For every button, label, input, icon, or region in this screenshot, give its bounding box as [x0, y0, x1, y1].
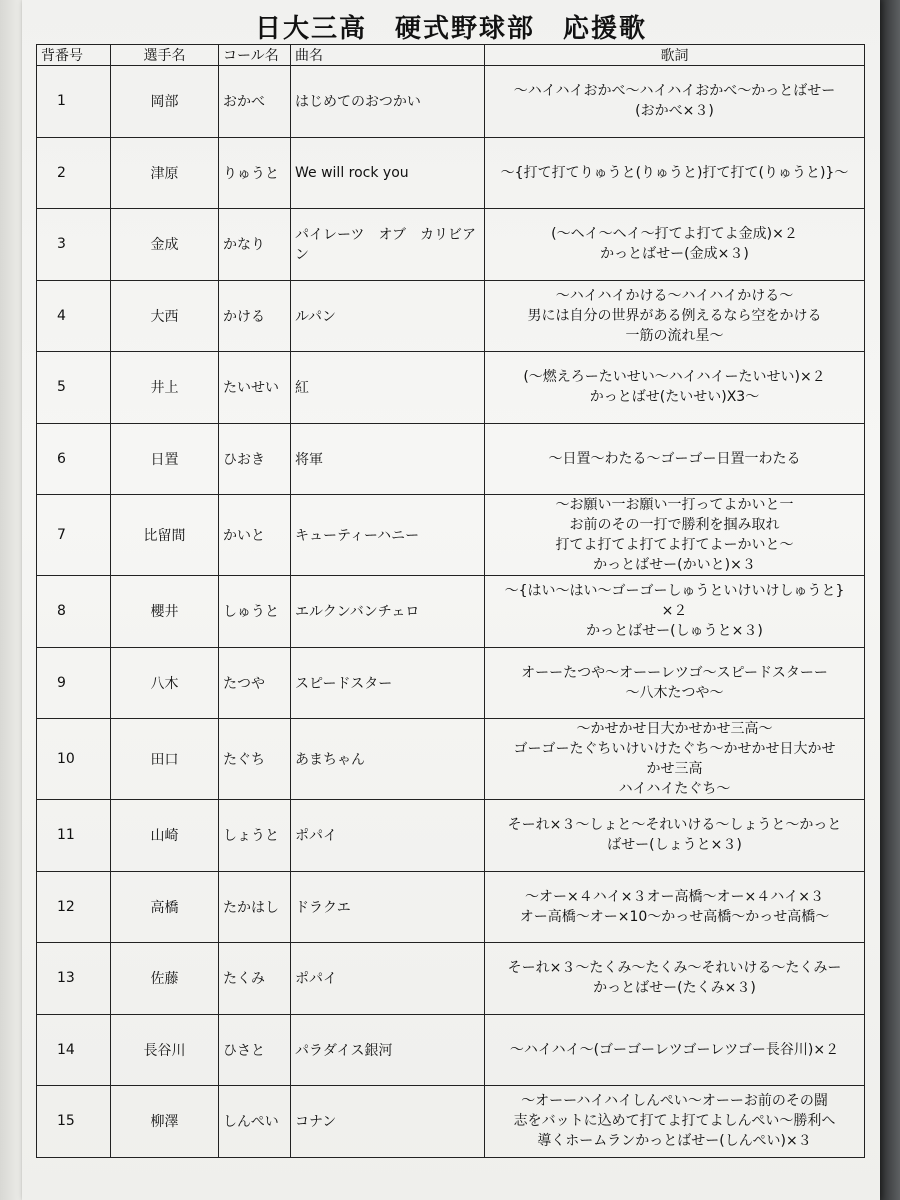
song-title: We will rock you — [291, 137, 485, 209]
player-name: 金成 — [111, 209, 219, 281]
page-title: 日大三高 硬式野球部 応援歌 — [254, 14, 647, 44]
player-name: 田口 — [111, 719, 219, 800]
table-row — [37, 495, 865, 576]
table-row — [37, 871, 865, 943]
call-name: ひおき — [219, 423, 291, 495]
player-number: 14 — [37, 1014, 111, 1086]
song-title: 将軍 — [291, 423, 485, 495]
player-name: 比留間 — [111, 495, 219, 576]
table-row — [37, 209, 865, 281]
table-row — [37, 1086, 865, 1158]
table-row — [37, 800, 865, 872]
call-name: しょうと — [219, 800, 291, 872]
player-number: 5 — [37, 352, 111, 424]
cheer-lyrics: ～お願い一お願い一打ってよかいと一 お前のその一打で勝利を掴み取れ 打てよ打てよ打てよ打てよーかいと～ かっとばせー(かいと)×３ — [485, 495, 865, 576]
header-call: コール名 — [219, 45, 291, 66]
cheer-lyrics: ～ハイハイおかべ～ハイハイおかべ～かっとばせー (おかべ×３) — [485, 66, 865, 138]
cheer-song-table — [36, 44, 865, 1158]
call-name: ひさと — [219, 1014, 291, 1086]
player-number: 1 — [37, 66, 111, 138]
player-name: 八木 — [111, 647, 219, 719]
call-name: しんぺい — [219, 1086, 291, 1158]
song-title: ドラクエ — [291, 871, 485, 943]
table-row — [37, 280, 865, 352]
call-name: たつや — [219, 647, 291, 719]
call-name: たかはし — [219, 871, 291, 943]
table-body — [37, 66, 865, 1158]
call-name: かける — [219, 280, 291, 352]
table-row — [37, 423, 865, 495]
player-name: 櫻井 — [111, 576, 219, 648]
cheer-lyrics: ～ハイハイかける～ハイハイかける～ 男には自分の世界がある例えるなら空をかける 一筋の流れ星～ — [485, 280, 865, 352]
song-title: エルクンバンチェロ — [291, 576, 485, 648]
player-number: 2 — [37, 137, 111, 209]
table-row — [37, 719, 865, 800]
header-lyrics: 歌詞 — [485, 45, 865, 66]
song-title: コナン — [291, 1086, 485, 1158]
cheer-lyrics: ～ハイハイ～(ゴーゴーレツゴーレツゴー長谷川)×２ — [485, 1014, 865, 1086]
table-header-row — [37, 45, 865, 66]
player-number: 4 — [37, 280, 111, 352]
player-name: 長谷川 — [111, 1014, 219, 1086]
desk-edge — [878, 0, 900, 1200]
player-name: 高橋 — [111, 871, 219, 943]
call-name: おかべ — [219, 66, 291, 138]
player-number: 7 — [37, 495, 111, 576]
call-name: りゅうと — [219, 137, 291, 209]
call-name: かなり — [219, 209, 291, 281]
table-row — [37, 1014, 865, 1086]
header-song: 曲名 — [291, 45, 485, 66]
document-page — [22, 0, 880, 1200]
table-row — [37, 137, 865, 209]
cheer-lyrics: そーれ×３～しょと～それいける～しょうと～かっと ばせー(しょうと×３) — [485, 800, 865, 872]
cheer-lyrics: ～オー×４ハイ×３オー高橋～オー×４ハイ×３ オー高橋～オー×10～かっせ高橋～かっせ高橋～ — [485, 871, 865, 943]
player-name: 大西 — [111, 280, 219, 352]
cheer-lyrics: そーれ×３～たくみ～たくみ～それいける～たくみー かっとばせー(たくみ×３) — [485, 943, 865, 1015]
header-player: 選手名 — [111, 45, 219, 66]
player-name: 岡部 — [111, 66, 219, 138]
cheer-lyrics: オーーたつや～オーーレツゴ～スピードスターー ～八木たつや～ — [485, 647, 865, 719]
song-title: スピードスター — [291, 647, 485, 719]
table-row — [37, 943, 865, 1015]
song-title: はじめてのおつかい — [291, 66, 485, 138]
table-row — [37, 647, 865, 719]
player-number: 12 — [37, 871, 111, 943]
player-name: 井上 — [111, 352, 219, 424]
player-name: 山崎 — [111, 800, 219, 872]
song-title: ポパイ — [291, 800, 485, 872]
player-number: 9 — [37, 647, 111, 719]
player-number: 13 — [37, 943, 111, 1015]
table-row — [37, 352, 865, 424]
call-name: かいと — [219, 495, 291, 576]
cheer-lyrics: ～{打て打てりゅうと(りゅうと)打て打て(りゅうと)}～ — [485, 137, 865, 209]
player-number: 3 — [37, 209, 111, 281]
table-row — [37, 66, 865, 138]
cheer-lyrics: ～オーーハイハイしんぺい～オーーお前のその闘 志をバットに込めて打てよ打てよしんぺい～勝利へ 導くホームランかっとばせー(しんぺい)×３ — [485, 1086, 865, 1158]
player-name: 津原 — [111, 137, 219, 209]
song-title: パラダイス銀河 — [291, 1014, 485, 1086]
call-name: たいせい — [219, 352, 291, 424]
player-number: 6 — [37, 423, 111, 495]
table-row — [37, 576, 865, 648]
song-title: キューティーハニー — [291, 495, 485, 576]
player-number: 15 — [37, 1086, 111, 1158]
cheer-lyrics: ～日置～わたる～ゴーゴー日置一わたる — [485, 423, 865, 495]
player-name: 佐藤 — [111, 943, 219, 1015]
player-name: 柳澤 — [111, 1086, 219, 1158]
player-name: 日置 — [111, 423, 219, 495]
song-title: ポパイ — [291, 943, 485, 1015]
player-number: 11 — [37, 800, 111, 872]
call-name: たぐち — [219, 719, 291, 800]
song-title: ルパン — [291, 280, 485, 352]
song-title: あまちゃん — [291, 719, 485, 800]
cheer-lyrics: (～燃えろーたいせい～ハイハイーたいせい)×２ かっとばせ(たいせい)X3～ — [485, 352, 865, 424]
player-number: 8 — [37, 576, 111, 648]
cheer-lyrics: ～かせかせ日大かせかせ三高～ ゴーゴーたぐちいけいけたぐち～かせかせ日大かせ かせ三高 ハイハイたぐち～ — [485, 719, 865, 800]
cheer-lyrics: ～{はい～はい～ゴーゴーしゅうといけいけしゅうと} ×２ かっとばせー(しゅうと×３) — [485, 576, 865, 648]
player-number: 10 — [37, 719, 111, 800]
header-number: 背番号 — [37, 45, 111, 66]
song-title: パイレーツ オブ カリビアン — [291, 209, 485, 281]
call-name: たくみ — [219, 943, 291, 1015]
call-name: しゅうと — [219, 576, 291, 648]
cheer-lyrics: (～ヘイ～ヘイ～打てよ打てよ金成)×２ かっとばせー(金成×３) — [485, 209, 865, 281]
song-title: 紅 — [291, 352, 485, 424]
